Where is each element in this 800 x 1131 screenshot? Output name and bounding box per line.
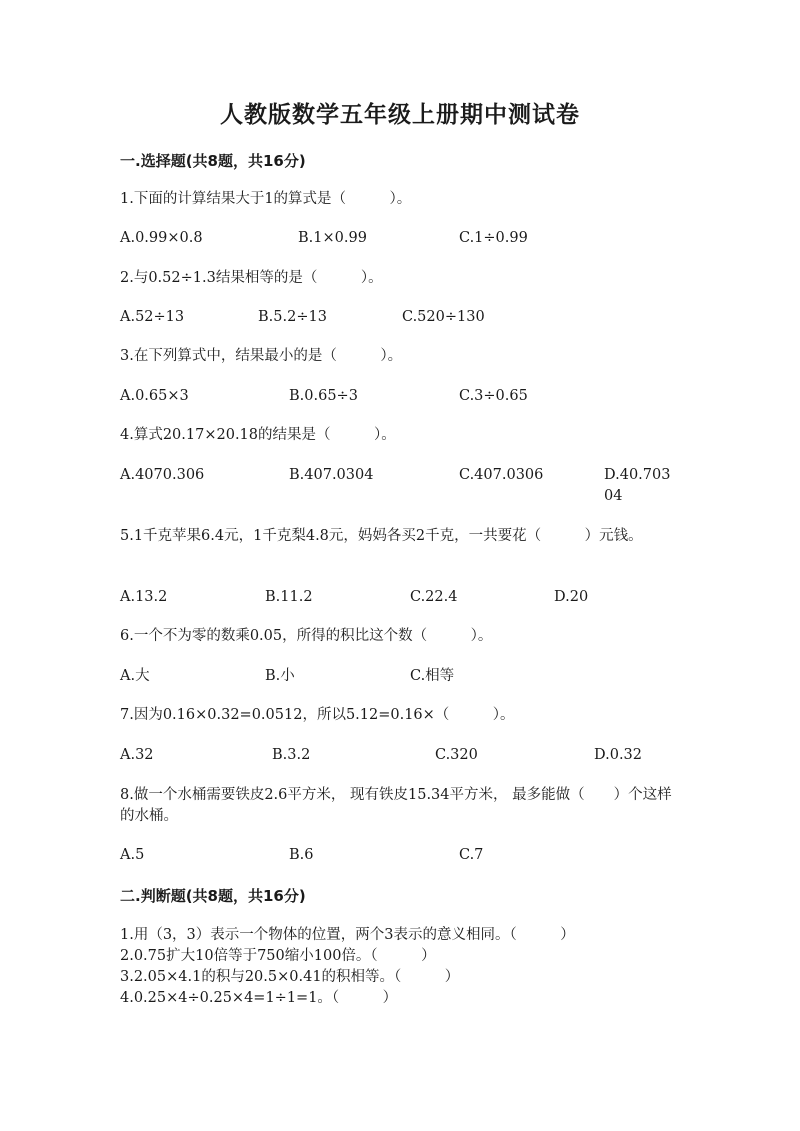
section-heading-choice: 一.选择题(共8题，共16分) (120, 152, 306, 170)
option-a: A.4070.306 (120, 467, 205, 483)
option-b: B.小 (265, 668, 295, 684)
option-c: C.520÷130 (402, 309, 485, 325)
question-8-options (120, 845, 700, 889)
judge-item-4: 4.0.25×4÷0.25×4=1÷1=1。（ ） (120, 990, 398, 1006)
question-4-options (120, 465, 700, 509)
option-a: A.5 (120, 847, 145, 863)
option-c: C.3÷0.65 (459, 388, 528, 404)
question-2: 2.与0.52÷1.3结果相等的是（ ）。 (120, 270, 383, 286)
option-c: C.7 (459, 847, 484, 863)
question-5: 5.1千克苹果6.4元，1千克梨4.8元，妈妈各买2千克，一共要花（ ）元钱。 (120, 528, 643, 544)
option-b: B.5.2÷13 (258, 309, 327, 325)
option-c: C.407.0306 (459, 467, 544, 483)
option-b: B.1×0.99 (298, 230, 367, 246)
option-c: C.相等 (410, 668, 455, 684)
option-b: B.407.0304 (289, 467, 374, 483)
option-a: A.52÷13 (120, 309, 185, 325)
option-c: C.1÷0.99 (459, 230, 528, 246)
option-d: D.20 (554, 589, 589, 605)
option-a: A.32 (120, 747, 154, 763)
option-c: C.22.4 (410, 589, 458, 605)
option-a: A.大 (120, 668, 150, 684)
question-1: 1.下面的计算结果大于1的算式是（ ）。 (120, 191, 412, 207)
question-6-options (120, 666, 700, 710)
option-a: A.0.99×0.8 (120, 230, 203, 246)
option-d: D.40.70304 (604, 467, 671, 504)
option-a: A.13.2 (120, 589, 168, 605)
question-3: 3.在下列算式中，结果最小的是（ ）。 (120, 348, 403, 364)
option-b: B.3.2 (272, 747, 311, 763)
option-b: B.11.2 (265, 589, 313, 605)
question-1-options (120, 228, 700, 272)
option-a: A.0.65×3 (120, 388, 189, 404)
question-2-options (120, 307, 700, 351)
page-title: 人教版数学五年级上册期中测试卷 (220, 102, 580, 128)
judge-item-2: 2.0.75扩大10倍等于750缩小100倍。（ ） (120, 948, 436, 964)
question-4: 4.算式20.17×20.18的结果是（ ）。 (120, 427, 396, 443)
question-7: 7.因为0.16×0.32=0.0512，所以5.12=0.16×（ ）。 (120, 707, 515, 723)
question-5-options (120, 587, 700, 631)
section-heading-true-false: 二.判断题(共8题，共16分) (120, 887, 306, 905)
option-d: D.0.32 (594, 747, 643, 763)
question-8: 8.做一个水桶需要铁皮2.6平方米， 现有铁皮15.34平方米， 最多能做（ ）个这样的水桶。 (120, 787, 672, 824)
question-3-options (120, 386, 700, 430)
option-b: B.0.65÷3 (289, 388, 358, 404)
judge-item-3: 3.2.05×4.1的积与20.5×0.41的积相等。（ ） (120, 969, 460, 985)
judge-item-1: 1.用（3，3）表示一个物体的位置，两个3表示的意义相同。（ ） (120, 927, 575, 943)
question-7-options (120, 745, 700, 789)
option-c: C.320 (435, 747, 478, 763)
option-b: B.6 (289, 847, 314, 863)
question-6: 6.一个不为零的数乘0.05，所得的积比这个数（ ）。 (120, 628, 493, 644)
